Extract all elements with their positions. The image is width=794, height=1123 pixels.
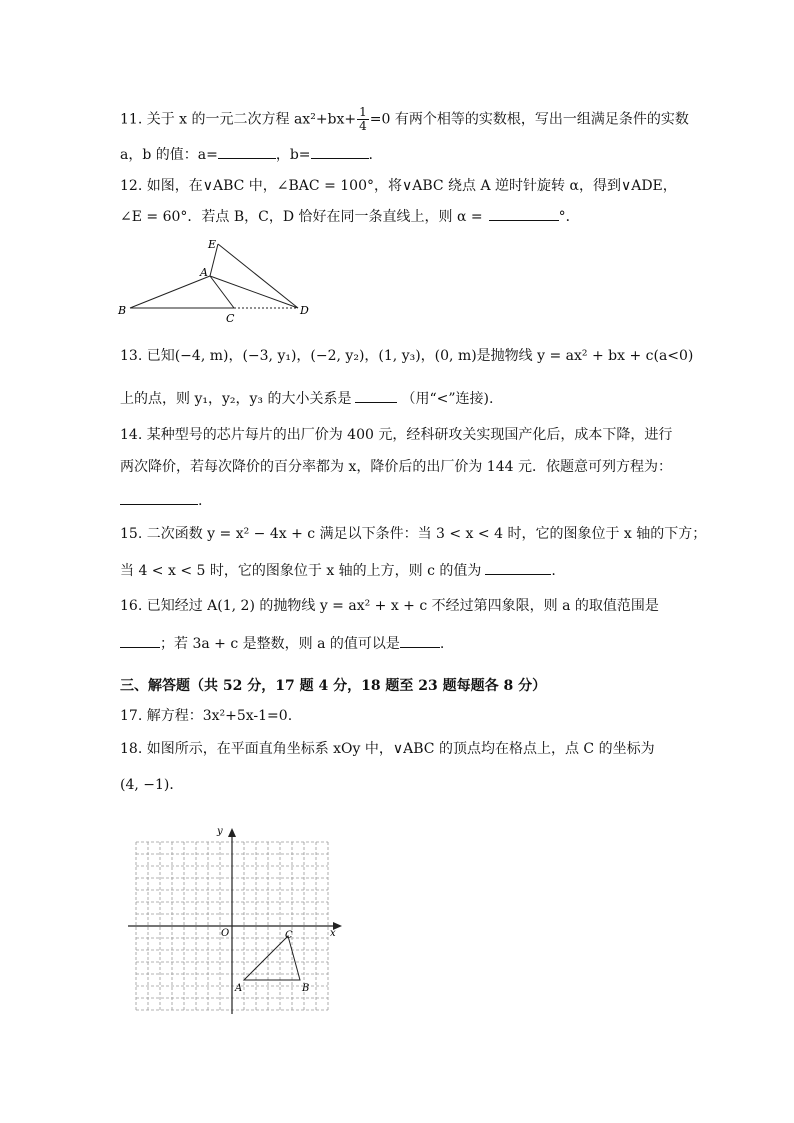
q11-line1 bbox=[120, 106, 689, 133]
y-axis-arrow-icon bbox=[228, 828, 236, 837]
q12-alpha-blank[interactable] bbox=[489, 206, 559, 221]
section-3-heading: 三、解答题（共 52 分，17 题 4 分，18 题至 23 题每题各 8 分） bbox=[120, 678, 547, 694]
q14-line2: 两次降价，若每次降价的百分率都为 x，降价后的出厂价为 144 元．依题意可列方程为： bbox=[120, 459, 672, 475]
q15-line1: 15. 二次函数 y = x² − 4x + c 满足以下条件：当 3 < x < 4 时，它的图象位于 x 轴的下方； bbox=[120, 526, 707, 542]
q15-blank[interactable] bbox=[485, 560, 551, 575]
edge-AD bbox=[210, 276, 298, 308]
edge-BA bbox=[130, 276, 210, 308]
q11-end: . bbox=[368, 147, 373, 163]
q17-line: 17. 解方程：3x²+5x-1=0. bbox=[120, 708, 293, 724]
q11-b-label: ，b= bbox=[275, 147, 311, 163]
q13-line2 bbox=[120, 388, 493, 409]
q13-hint: （用“<”连接). bbox=[401, 391, 494, 407]
q16-text: ；若 3a + c 是整数，则 a 的值可以是 bbox=[160, 636, 400, 652]
origin-label-O: O bbox=[221, 928, 230, 939]
q15-end: . bbox=[551, 563, 556, 579]
q12-line2 bbox=[120, 206, 580, 227]
q16-range-blank[interactable] bbox=[120, 633, 160, 648]
q14-blank[interactable] bbox=[120, 490, 198, 505]
q15-line2 bbox=[120, 560, 556, 581]
label-E: E bbox=[208, 238, 217, 251]
q18-line1: 18. 如图所示，在平面直角坐标系 xOy 中，∨ABC 的顶点均在格点上，点 C 的坐标为 bbox=[120, 741, 655, 757]
q12-line1: 12. 如图，在∨ABC 中，∠BAC = 100°，将∨ABC 绕点 A 逆时针旋转 α，得到∨ADE， bbox=[120, 178, 677, 194]
q11-frac-numerator: 1 bbox=[359, 105, 367, 119]
q11-text-start: 11. 关于 x 的一元二次方程 ax²+bx+ bbox=[120, 111, 357, 128]
q18-coordinate-grid-figure bbox=[128, 818, 352, 1020]
q15-text: 当 4 < x < 5 时，它的图象位于 x 轴的上方，则 c 的值为 bbox=[120, 563, 482, 579]
q12-degree: °． bbox=[558, 209, 580, 225]
q11-b-blank[interactable] bbox=[311, 144, 369, 159]
label-A: A bbox=[200, 266, 208, 279]
q16-line2 bbox=[120, 633, 444, 654]
q11-a-blank[interactable] bbox=[218, 144, 276, 159]
q11-text-end: =0 有两个相等的实数根，写出一组满足条件的实数 bbox=[369, 111, 689, 128]
q16-line1: 16. 已知经过 A(1, 2) 的抛物线 y = ax² + x + c 不经过第四象限，则 a 的取值范围是 bbox=[120, 598, 659, 614]
edge-ED bbox=[218, 244, 298, 308]
q13-text: 上的点，则 y₁，y₂，y₃ 的大小关系是 bbox=[120, 391, 352, 407]
q11-line2 bbox=[120, 144, 373, 165]
label-B: B bbox=[118, 304, 127, 317]
q16-value-blank[interactable] bbox=[400, 633, 440, 648]
q18-line2: (4, −1)． bbox=[120, 777, 184, 793]
q12-triangle-figure bbox=[112, 232, 322, 324]
q13-line1: 13. 已知(−4, m)，(−3, y₁)，(−2, y₂)，(1, y₃)，(0, m)是抛物线 y = ax² + bx + c(a<0) bbox=[120, 348, 694, 364]
vertex-label-C: C bbox=[285, 930, 293, 941]
vertex-label-A: A bbox=[235, 983, 243, 994]
q14-line1: 14. 某种型号的芯片每片的出厂价为 400 元，经科研攻关实现国产化后，成本下降，进行 bbox=[120, 427, 673, 443]
q11-a-label: a，b 的值：a= bbox=[120, 147, 218, 163]
q13-blank[interactable] bbox=[355, 388, 397, 403]
q14-line3 bbox=[120, 490, 202, 511]
q16-end: . bbox=[439, 636, 445, 652]
vertex-label-B: B bbox=[302, 983, 310, 994]
q11-fraction bbox=[357, 106, 369, 133]
q11-frac-denominator: 4 bbox=[359, 119, 367, 133]
axis-label-x: x bbox=[330, 928, 336, 939]
q12-text: ∠E = 60°．若点 B，C，D 恰好在同一条直线上，则 α = bbox=[120, 209, 483, 225]
q14-end: . bbox=[198, 493, 203, 509]
label-D: D bbox=[300, 304, 309, 317]
axis-label-y: y bbox=[217, 826, 223, 837]
label-C: C bbox=[226, 312, 235, 324]
